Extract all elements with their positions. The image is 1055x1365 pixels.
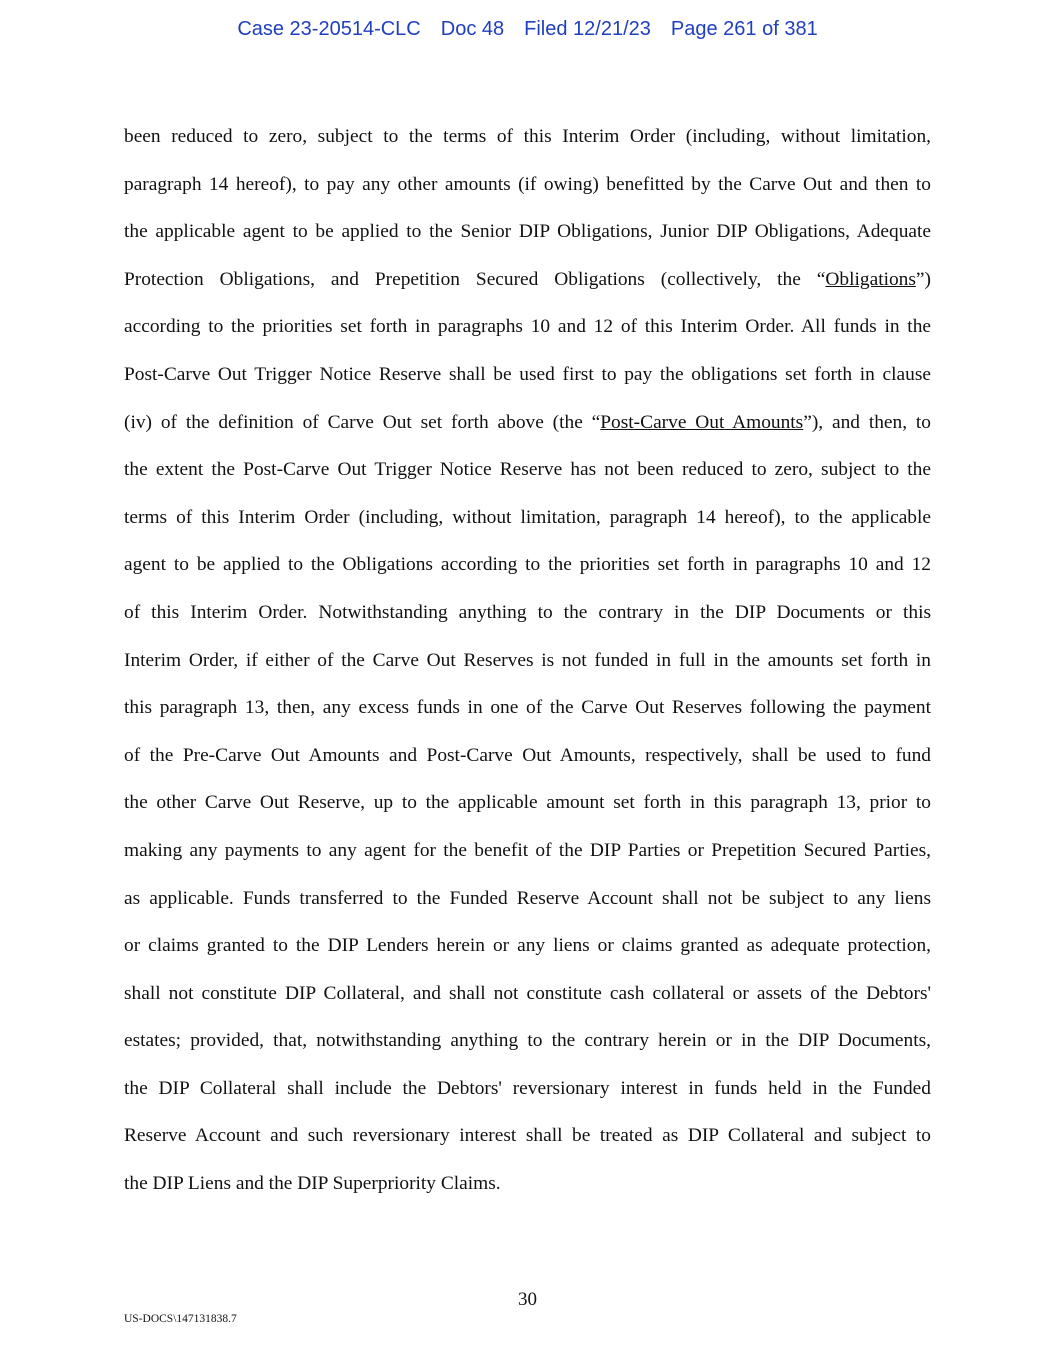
text-segment: been reduced to zero, subject to the terms of this Interim Order (including, without limitation,: [124, 126, 931, 147]
text-segment: the DIP Collateral shall include the Debtors' reversionary interest in funds held in the Funded: [124, 1077, 931, 1099]
text-line: [124, 446, 931, 494]
text-segment: estates; provided, that, notwithstanding anything to the contrary herein or in the DIP Documents,: [124, 1030, 931, 1052]
text-segment: terms of this Interim Order (including, without limitation, paragraph 14 hereof), to the applicable: [124, 506, 931, 528]
text-segment: of the Pre-Carve Out Amounts and Post-Carve Out Amounts, respectively, shall be used to fund: [124, 744, 931, 766]
text-line: [124, 303, 931, 351]
text-line: [124, 637, 931, 685]
text-line: [124, 1065, 931, 1113]
case-number: Case 23-20514-CLC: [237, 18, 421, 40]
document-number: Doc 48: [440, 18, 505, 40]
text-line: [124, 1112, 931, 1160]
text-line: [124, 1017, 931, 1065]
text-segment: ”): [915, 268, 931, 290]
text-segment: this paragraph 13, then, any excess funds in one of the Carve Out Reserves following the payment: [124, 697, 931, 719]
text-line: [124, 779, 931, 827]
court-filing-header: [0, 18, 1055, 41]
page-number: 30: [518, 1289, 537, 1310]
text-segment: or claims granted to the DIP Lenders herein or any liens or claims granted as adequate protection,: [124, 935, 931, 957]
text-segment: Post-Carve Out Trigger Notice Reserve shall be used first to pay the obligations set forth in clause: [124, 363, 931, 385]
body-paragraph: [124, 113, 931, 1208]
page-of-total: Page 261 of 381: [670, 18, 818, 40]
defined-term: Post-Carve Out Amounts: [600, 411, 804, 433]
filed-date: Filed 12/21/23: [524, 18, 651, 40]
text-line: [124, 970, 931, 1018]
text-line: [124, 827, 931, 875]
text-segment: the other Carve Out Reserve, up to the applicable amount set forth in this paragraph 13, prior to: [124, 792, 931, 814]
text-segment: paragraph 14 hereof), to pay any other amounts (if owing) benefitted by the Carve Out and then to: [124, 173, 931, 195]
text-line: [124, 875, 931, 923]
text-segment: (iv) of the definition of Carve Out set forth above (the “: [124, 411, 601, 433]
text-segment: Interim Order, if either of the Carve Out Reserves is not funded in full in the amounts set forth in: [124, 649, 931, 671]
text-segment: the DIP Liens and the DIP Superpriority Claims.: [124, 1173, 501, 1195]
text-line: [124, 684, 931, 732]
text-line: [124, 1160, 931, 1208]
text-segment: the applicable agent to be applied to the Senior DIP Obligations, Junior DIP Obligations, Adequate: [124, 221, 931, 243]
text-segment: shall not constitute DIP Collateral, and shall not constitute cash collateral or assets of the Debtors': [124, 982, 931, 1004]
text-segment: according to the priorities set forth in paragraphs 10 and 12 of this Interim Order. All funds in the: [124, 316, 931, 338]
text-segment: as applicable. Funds transferred to the Funded Reserve Account shall not be subject to any liens: [124, 887, 931, 909]
text-line: [124, 399, 931, 447]
text-line: [124, 732, 931, 780]
text-segment: agent to be applied to the Obligations according to the priorities set forth in paragraphs 10 and 12: [124, 554, 931, 576]
text-line: [124, 161, 931, 209]
text-line: [124, 208, 931, 256]
text-line: [124, 351, 931, 399]
text-line: [124, 922, 931, 970]
text-segment: the extent the Post-Carve Out Trigger Notice Reserve has not been reduced to zero, subject to the: [124, 459, 931, 481]
text-line: [124, 256, 931, 304]
text-segment: ”), and then, to: [803, 411, 931, 433]
text-segment: making any payments to any agent for the benefit of the DIP Parties or Prepetition Secured Parties,: [124, 839, 931, 861]
text-line: [124, 494, 931, 542]
text-segment: Reserve Account and such reversionary interest shall be treated as DIP Collateral and subject to: [124, 1125, 931, 1147]
text-line: [124, 589, 931, 637]
text-segment: of this Interim Order. Notwithstanding anything to the contrary in the DIP Documents or this: [124, 601, 931, 623]
text-segment: Protection Obligations, and Prepetition Secured Obligations (collectively, the “: [124, 268, 826, 290]
document-id: US-DOCS\147131838.7: [124, 1313, 237, 1325]
text-line: [124, 541, 931, 589]
text-line: [124, 113, 931, 161]
defined-term: Obligations: [825, 268, 916, 290]
